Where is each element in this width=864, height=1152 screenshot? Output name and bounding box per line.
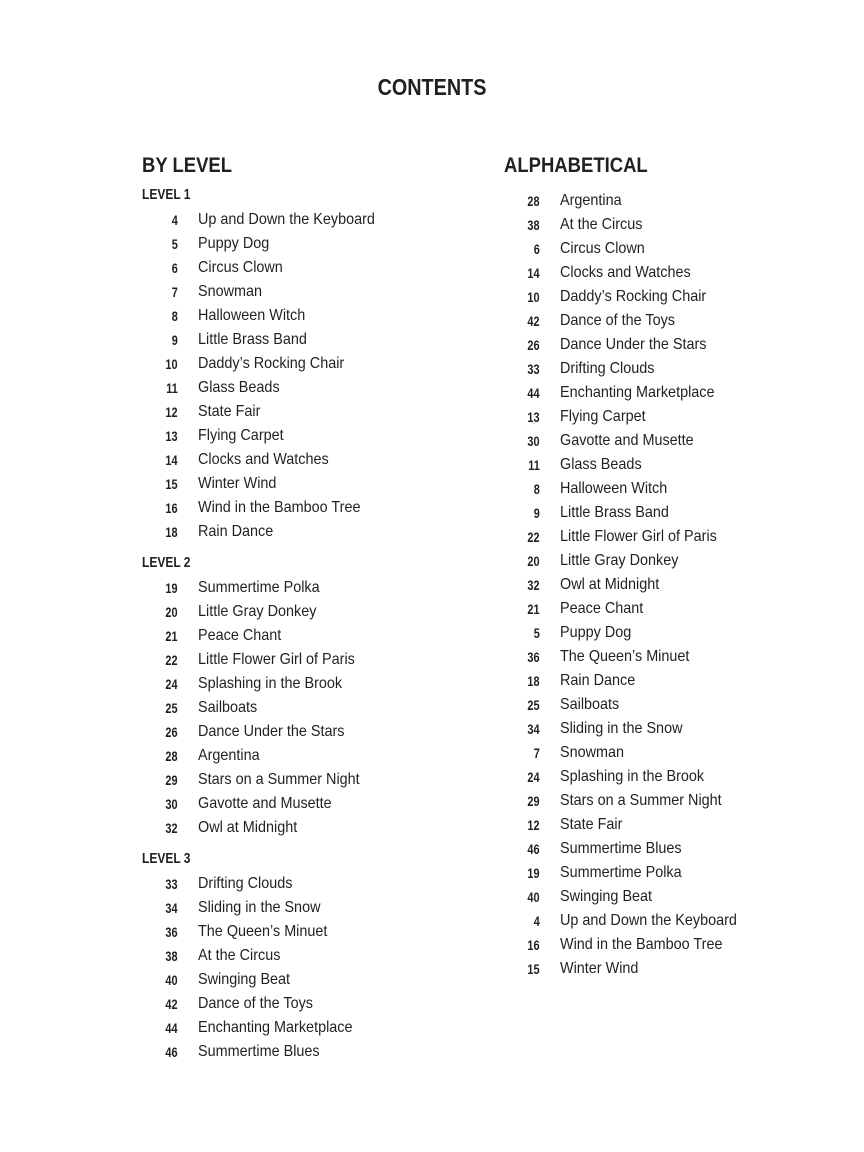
page-number-box (500, 837, 540, 861)
piece-title: Glass Beads (198, 379, 280, 396)
piece-title: Sailboats (198, 699, 258, 716)
page-number: 8 (171, 308, 178, 324)
toc-entry[interactable] (0, 525, 864, 549)
toc-entry[interactable] (0, 501, 864, 525)
page-number: 21 (165, 628, 178, 644)
page-number-box (500, 453, 540, 477)
page-number: 33 (165, 876, 178, 892)
page-number: 20 (527, 553, 540, 569)
page-number: 44 (527, 385, 540, 401)
page-number-box (500, 669, 540, 693)
page-number: 5 (171, 236, 178, 252)
page-number: 44 (165, 1020, 178, 1036)
page-number-box (500, 789, 540, 813)
page-number: 40 (165, 972, 178, 988)
page-number: 33 (527, 361, 540, 377)
toc-entry[interactable] (0, 189, 864, 213)
page-number: 22 (527, 529, 540, 545)
toc-entry[interactable] (0, 717, 864, 741)
piece-title: Wind in the Bamboo Tree (560, 936, 723, 953)
piece-title: At the Circus (198, 947, 281, 964)
page-number: 42 (165, 996, 178, 1012)
page-number-box (500, 909, 540, 933)
piece-title: Argentina (560, 192, 622, 209)
piece-title: Little Gray Donkey (560, 552, 679, 569)
piece-title: Sliding in the Snow (198, 899, 321, 916)
toc-entry[interactable] (0, 285, 864, 309)
page-number: 29 (165, 772, 178, 788)
piece-title: Daddy’s Rocking Chair (560, 288, 707, 305)
page-number: 20 (165, 604, 178, 620)
piece-title: Snowman (198, 283, 263, 300)
piece-title: Drifting Clouds (198, 875, 293, 892)
piece-title: Dance of the Toys (560, 312, 676, 329)
toc-entry[interactable] (0, 477, 864, 501)
page-number: 6 (533, 241, 540, 257)
toc-entry[interactable] (0, 213, 864, 237)
page-number: 15 (165, 476, 178, 492)
piece-title: Argentina (198, 747, 260, 764)
page-number-box (500, 405, 540, 429)
piece-title: Dance of the Toys (198, 995, 314, 1012)
page-number: 21 (527, 601, 540, 617)
toc-entry[interactable] (0, 549, 864, 573)
alphabetical-heading: ALPHABETICAL (504, 154, 648, 177)
page-number: 12 (527, 817, 540, 833)
page-number: 46 (527, 841, 540, 857)
toc-entry[interactable] (0, 741, 864, 765)
page-number: 32 (165, 820, 178, 836)
page-number-box (500, 189, 540, 213)
page-number-box (500, 213, 540, 237)
page-number-box (138, 1016, 178, 1040)
piece-title: Summertime Blues (560, 840, 682, 857)
page-number: 19 (165, 580, 178, 596)
page-number-box (500, 237, 540, 261)
page-number: 25 (165, 700, 178, 716)
page-number-box (500, 477, 540, 501)
page-number-box (500, 573, 540, 597)
piece-title: Stars on a Summer Night (560, 792, 722, 809)
piece-title: Summertime Polka (560, 864, 682, 881)
page-number-box (500, 309, 540, 333)
level-heading: LEVEL 1 (142, 186, 191, 203)
piece-title: Little Brass Band (560, 504, 669, 521)
page-number-box (500, 741, 540, 765)
page-number: 30 (165, 796, 178, 812)
piece-title: Wind in the Bamboo Tree (198, 499, 361, 516)
page-number: 26 (527, 337, 540, 353)
toc-entry[interactable] (0, 957, 864, 981)
piece-title: The Queen’s Minuet (560, 648, 690, 665)
piece-title: Halloween Witch (198, 307, 306, 324)
page-number: 5 (533, 625, 540, 641)
piece-title: Enchanting Marketplace (198, 1019, 353, 1036)
page-number: 42 (527, 313, 540, 329)
page-number-box (500, 333, 540, 357)
page-number-box (500, 645, 540, 669)
page-number: 38 (165, 948, 178, 964)
piece-title: Clocks and Watches (198, 451, 329, 468)
piece-title: Little Brass Band (198, 331, 307, 348)
page-number-box (500, 933, 540, 957)
page-number: 34 (527, 721, 540, 737)
page-number-box (500, 285, 540, 309)
toc-entry[interactable] (0, 1040, 864, 1064)
page-number-box (500, 429, 540, 453)
toc-entry[interactable] (0, 813, 864, 837)
toc-entry[interactable] (0, 621, 864, 645)
page-number: 32 (527, 577, 540, 593)
piece-title: State Fair (560, 816, 623, 833)
piece-title: Rain Dance (560, 672, 636, 689)
piece-title: Enchanting Marketplace (560, 384, 715, 401)
piece-title: Little Flower Girl of Paris (560, 528, 717, 545)
page-number: 24 (527, 769, 540, 785)
piece-title: At the Circus (560, 216, 643, 233)
page-number: 40 (527, 889, 540, 905)
piece-title: Little Flower Girl of Paris (198, 651, 355, 668)
piece-title: Daddy’s Rocking Chair (198, 355, 345, 372)
piece-title: Dance Under the Stars (560, 336, 707, 353)
page-number: 14 (527, 265, 540, 281)
piece-title: Drifting Clouds (560, 360, 655, 377)
page-number-box (500, 261, 540, 285)
page-number-box (500, 813, 540, 837)
page-number-box (500, 861, 540, 885)
toc-entry[interactable] (0, 789, 864, 813)
toc-entry[interactable] (0, 909, 864, 933)
page-number: 18 (527, 673, 540, 689)
toc-entry[interactable] (0, 333, 864, 357)
page-number-box (138, 992, 178, 1016)
page-number: 13 (165, 428, 178, 444)
page-number: 10 (527, 289, 540, 305)
page-number: 29 (527, 793, 540, 809)
piece-title: Winter Wind (560, 960, 639, 977)
page-number: 16 (527, 937, 540, 953)
piece-title: Glass Beads (560, 456, 642, 473)
toc-entry[interactable] (0, 1016, 864, 1040)
page-title: CONTENTS (377, 74, 487, 100)
toc-entry[interactable] (0, 693, 864, 717)
toc-entry[interactable] (0, 992, 864, 1016)
level-heading: LEVEL 2 (142, 554, 191, 571)
piece-title: Up and Down the Keyboard (560, 912, 737, 929)
page-number: 7 (533, 745, 540, 761)
piece-title: Circus Clown (560, 240, 645, 257)
page-number-box (500, 717, 540, 741)
page-number-box (500, 693, 540, 717)
page-number: 13 (527, 409, 540, 425)
page-number-box (500, 597, 540, 621)
page-number: 28 (165, 748, 178, 764)
page-number: 30 (527, 433, 540, 449)
toc-entry[interactable] (0, 429, 864, 453)
piece-title: Peace Chant (560, 600, 644, 617)
piece-title: Summertime Blues (198, 1043, 320, 1060)
page-number: 46 (165, 1044, 178, 1060)
page-number: 8 (533, 481, 540, 497)
page-number: 12 (165, 404, 178, 420)
piece-title: Stars on a Summer Night (198, 771, 360, 788)
piece-title: Flying Carpet (198, 427, 284, 444)
piece-title: Swinging Beat (560, 888, 653, 905)
piece-title: Halloween Witch (560, 480, 668, 497)
page-number-box (500, 357, 540, 381)
page-number: 10 (165, 356, 178, 372)
piece-title: Flying Carpet (560, 408, 646, 425)
piece-title: Owl at Midnight (560, 576, 660, 593)
piece-title: Sliding in the Snow (560, 720, 683, 737)
page-number: 9 (533, 505, 540, 521)
page-number: 26 (165, 724, 178, 740)
toc-entry[interactable] (0, 453, 864, 477)
page-number: 19 (527, 865, 540, 881)
page-number: 11 (166, 380, 178, 396)
page-number: 4 (533, 913, 540, 929)
page-number: 28 (527, 193, 540, 209)
piece-title: The Queen’s Minuet (198, 923, 328, 940)
page-number: 6 (171, 260, 178, 276)
piece-title: Winter Wind (198, 475, 277, 492)
page-number: 16 (165, 500, 178, 516)
page-number-box (500, 381, 540, 405)
page-number-box (500, 525, 540, 549)
page-number: 36 (165, 924, 178, 940)
page-number: 18 (165, 524, 178, 540)
piece-title: Rain Dance (198, 523, 274, 540)
toc-entry[interactable] (0, 381, 864, 405)
toc-entry[interactable] (0, 597, 864, 621)
page-number: 9 (171, 332, 178, 348)
toc-entry[interactable] (0, 261, 864, 285)
page-number-box (138, 1040, 178, 1064)
page-number-box (500, 885, 540, 909)
piece-title: Swinging Beat (198, 971, 291, 988)
piece-title: Summertime Polka (198, 579, 320, 596)
toc-entry[interactable] (0, 765, 864, 789)
page-number: 7 (171, 284, 178, 300)
piece-title: Snowman (560, 744, 625, 761)
page-number-box (500, 621, 540, 645)
level-heading: LEVEL 3 (142, 850, 191, 867)
piece-title: Splashing in the Brook (198, 675, 343, 692)
piece-title: Dance Under the Stars (198, 723, 345, 740)
page-number: 11 (528, 457, 540, 473)
toc-entry[interactable] (0, 309, 864, 333)
page-number: 4 (171, 212, 178, 228)
toc-entry[interactable] (0, 573, 864, 597)
piece-title: Splashing in the Brook (560, 768, 705, 785)
piece-title: Puppy Dog (198, 235, 270, 252)
piece-title: Gavotte and Musette (560, 432, 694, 449)
piece-title: Gavotte and Musette (198, 795, 332, 812)
toc-entry[interactable] (0, 861, 864, 885)
toc-entry[interactable] (0, 645, 864, 669)
piece-title: Puppy Dog (560, 624, 632, 641)
page-number: 24 (165, 676, 178, 692)
page-number-box (500, 549, 540, 573)
piece-title: Clocks and Watches (560, 264, 691, 281)
page-number-box (500, 765, 540, 789)
page-number: 34 (165, 900, 178, 916)
toc-entry[interactable] (0, 357, 864, 381)
toc-entry[interactable] (0, 885, 864, 909)
page-number-box (500, 501, 540, 525)
page-number: 25 (527, 697, 540, 713)
page-number: 14 (165, 452, 178, 468)
piece-title: Peace Chant (198, 627, 282, 644)
page-number: 38 (527, 217, 540, 233)
piece-title: Circus Clown (198, 259, 283, 276)
piece-title: Owl at Midnight (198, 819, 298, 836)
toc-entry[interactable] (0, 933, 864, 957)
toc-entry[interactable] (0, 405, 864, 429)
piece-title: State Fair (198, 403, 261, 420)
page-number: 36 (527, 649, 540, 665)
by-level-heading: BY LEVEL (142, 154, 233, 177)
toc-entry[interactable] (0, 669, 864, 693)
page-number-box (500, 957, 540, 981)
piece-title: Little Gray Donkey (198, 603, 317, 620)
page-number: 15 (527, 961, 540, 977)
toc-entry[interactable] (0, 237, 864, 261)
toc-entry[interactable] (0, 837, 864, 861)
page-number: 22 (165, 652, 178, 668)
piece-title: Up and Down the Keyboard (198, 211, 375, 228)
piece-title: Sailboats (560, 696, 620, 713)
